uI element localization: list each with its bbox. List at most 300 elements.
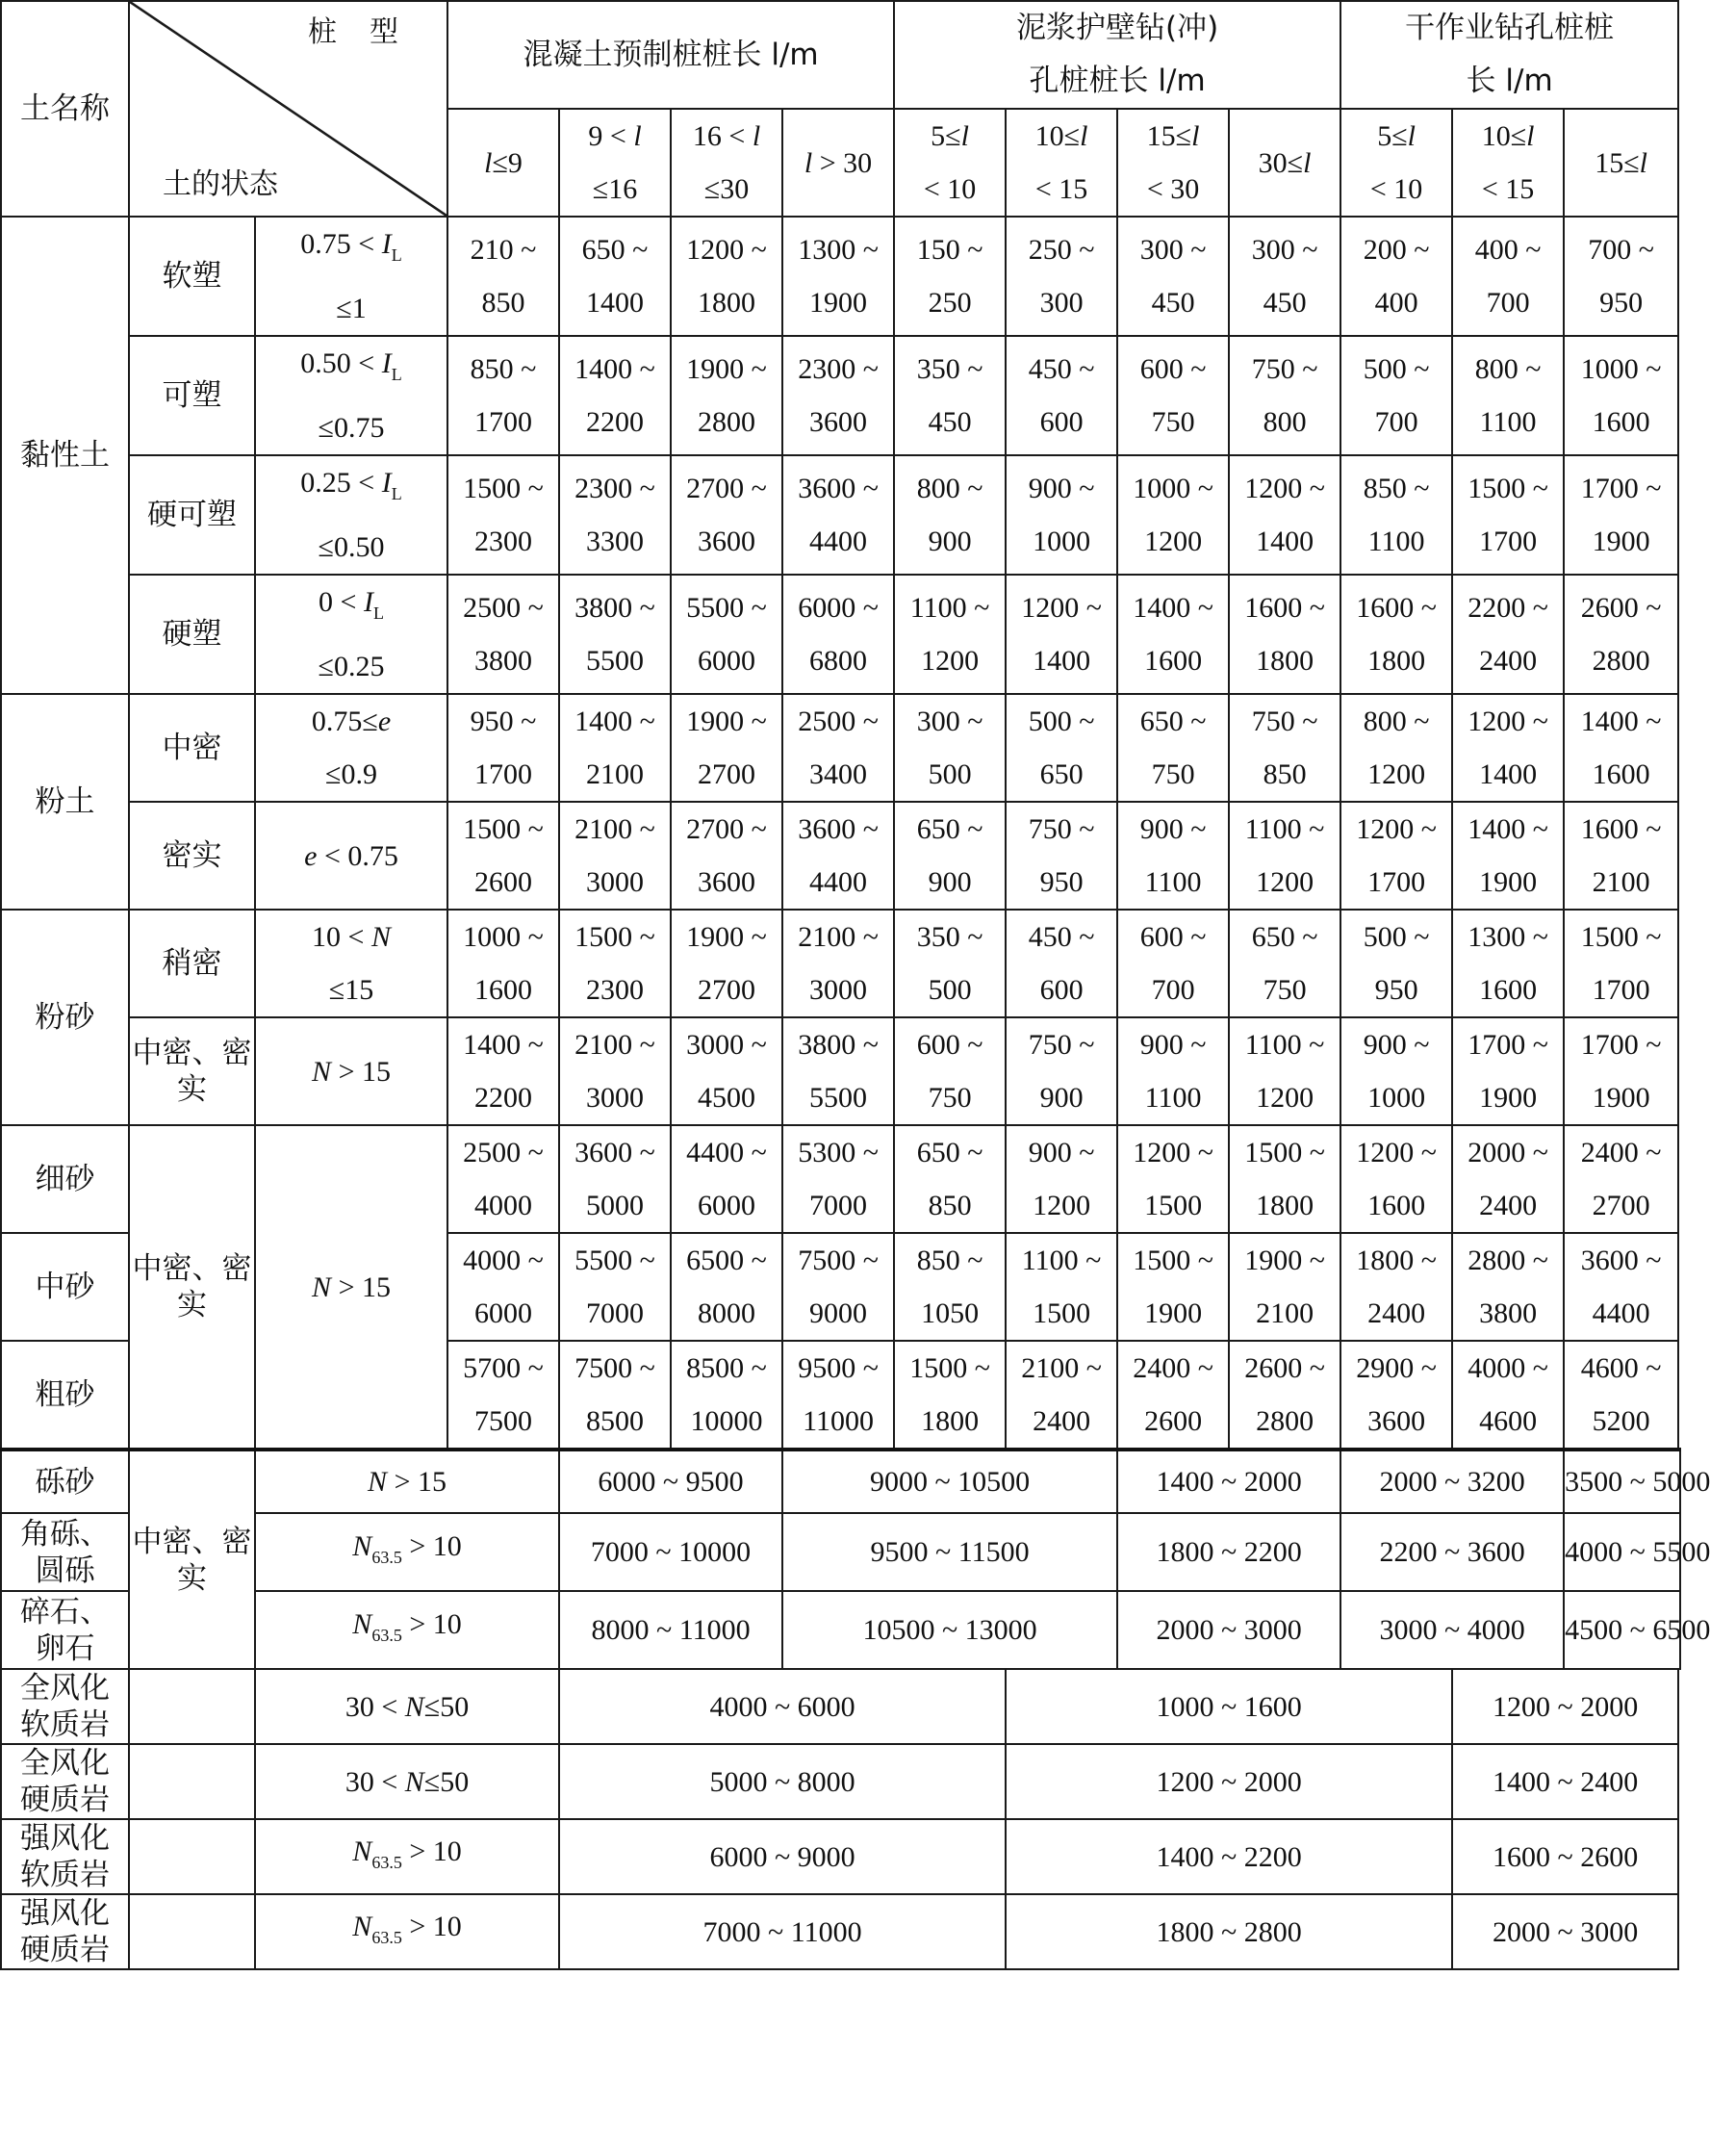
condition-text: $N_{63.5} > 10$	[352, 1910, 462, 1947]
value-line: 900 ~	[1028, 473, 1095, 504]
soil-name-line: 强风化	[20, 1896, 110, 1931]
subheader-line: < 10	[923, 173, 977, 205]
soil-name-cell	[1, 1591, 129, 1669]
value-line: 900 ~	[1139, 813, 1207, 845]
resistance-value-cell	[894, 1017, 1006, 1125]
value-line: 1500 ~	[574, 921, 655, 953]
resistance-value-cell	[1452, 1125, 1564, 1233]
text-line: 混凝土预制桩桩长 l/m	[523, 37, 819, 72]
resistance-value-cell: 2000 ~ 3000	[1452, 1894, 1678, 1969]
value-line: 1400	[586, 287, 645, 319]
soil-name-line: 软质岩	[20, 1707, 110, 1742]
resistance-value-cell: 5000 ~ 8000	[559, 1744, 1006, 1819]
value-line: 5500 ~	[686, 592, 767, 624]
resistance-value-cell	[1452, 575, 1564, 694]
value-line: 650	[1039, 758, 1084, 790]
value-line: 1600	[474, 974, 533, 1006]
resistance-value-cell	[447, 217, 559, 336]
value-line: 1800	[1367, 645, 1426, 677]
soil-state-cell	[129, 1744, 255, 1819]
resistance-value-cell	[1006, 1125, 1117, 1233]
resistance-value-cell	[559, 1017, 671, 1125]
resistance-value-cell	[559, 1125, 671, 1233]
resistance-value-cell	[1340, 336, 1452, 455]
value-line: 1050	[921, 1297, 980, 1329]
value-line: 5500	[809, 1082, 868, 1114]
value-line: 4400 ~	[686, 1137, 767, 1168]
value-line: 1200	[921, 645, 980, 677]
value-line: 2100 ~	[1021, 1352, 1102, 1384]
resistance-value-cell	[1340, 455, 1452, 575]
resistance-value-cell	[559, 694, 671, 802]
resistance-value-cell: 9000 ~ 10500	[782, 1450, 1117, 1513]
value-line: 2300	[586, 974, 645, 1006]
resistance-value-cell	[782, 910, 894, 1017]
soil-name-cell	[1, 1450, 129, 1513]
value-line: 3600 ~	[574, 1137, 655, 1168]
subheader-line: ≤16	[592, 173, 638, 205]
value-line: 700	[1486, 287, 1530, 319]
value-line: 1400 ~	[463, 1029, 544, 1061]
condition-cell	[255, 910, 447, 1017]
soil-name-cell	[1, 1894, 129, 1969]
resistance-value-cell	[1452, 217, 1564, 336]
resistance-value-cell: 2000 ~ 3000	[1117, 1591, 1340, 1669]
resistance-value-cell	[1340, 1341, 1452, 1450]
value-line: 1700	[1367, 866, 1426, 898]
value-line: 1000	[1033, 526, 1091, 557]
resistance-value-cell	[447, 1233, 559, 1341]
resistance-value-cell	[1564, 217, 1678, 336]
resistance-value-cell: 1800 ~ 2800	[1006, 1894, 1452, 1969]
pile-type-label: 桩型	[308, 15, 432, 49]
resistance-value-cell	[1340, 1125, 1452, 1233]
value-line: 600 ~	[1139, 921, 1207, 953]
value-line: 800 ~	[1474, 353, 1542, 385]
resistance-value-cell	[1229, 1233, 1340, 1341]
value-line: 500	[928, 974, 972, 1006]
value-line: 850	[1263, 758, 1307, 790]
value-line: 210 ~	[470, 234, 537, 266]
value-line: 3800 ~	[798, 1029, 879, 1061]
resistance-value-cell	[1340, 1017, 1452, 1125]
value-line: 600 ~	[916, 1029, 983, 1061]
value-line: 1600	[1592, 406, 1650, 438]
value-line: 1200	[1033, 1190, 1091, 1221]
value-line: 1000	[1367, 1082, 1426, 1114]
subheader-line: < 15	[1034, 173, 1088, 205]
resistance-value-cell: 1400 ~ 2200	[1006, 1819, 1452, 1894]
value-line: 1900 ~	[686, 706, 767, 737]
resistance-value-cell	[894, 802, 1006, 910]
value-line: 2100	[1256, 1297, 1314, 1329]
soil-state-cell: 中密、密实	[129, 1125, 255, 1450]
resistance-value-cell	[1340, 694, 1452, 802]
resistance-value-cell	[1006, 694, 1117, 802]
value-line: 200 ~	[1363, 234, 1430, 266]
value-line: 1500 ~	[909, 1352, 990, 1384]
soil-name-cell: 粉土	[1, 694, 129, 910]
resistance-value-cell	[1452, 802, 1564, 910]
resistance-value-cell	[447, 455, 559, 575]
pile-length-subheader	[1117, 109, 1229, 217]
value-line: 1200 ~	[1244, 473, 1325, 504]
value-line: 1400	[1033, 645, 1091, 677]
condition-line: $0.75 < I_L$	[300, 228, 402, 265]
value-line: 7000	[809, 1190, 868, 1221]
soil-name-cell: 中砂	[1, 1233, 129, 1341]
resistance-value-cell	[671, 217, 782, 336]
resistance-value-cell	[1229, 336, 1340, 455]
value-line: 1700	[1479, 526, 1538, 557]
resistance-value-cell	[1117, 802, 1229, 910]
resistance-value-cell	[782, 1017, 894, 1125]
soil-name-cell: 粉砂	[1, 910, 129, 1125]
resistance-value-cell	[1564, 1341, 1678, 1450]
soil-state-cell: 中密、密实	[129, 1017, 255, 1125]
resistance-value-cell	[559, 575, 671, 694]
resistance-value-cell	[671, 694, 782, 802]
resistance-value-cell	[447, 694, 559, 802]
value-line: 1400 ~	[1580, 706, 1662, 737]
subheader-line: 15≤l	[1595, 146, 1647, 179]
resistance-value-cell: 4000 ~ 5500	[1564, 1513, 1680, 1591]
resistance-value-cell	[894, 1125, 1006, 1233]
value-line: 600	[1039, 406, 1084, 438]
resistance-value-cell: 8000 ~ 11000	[559, 1591, 782, 1669]
resistance-value-cell	[1229, 455, 1340, 575]
value-line: 4500	[698, 1082, 756, 1114]
value-line: 1200 ~	[1356, 1137, 1437, 1168]
resistance-value-cell	[1006, 336, 1117, 455]
value-line: 650 ~	[1251, 921, 1318, 953]
subheader-line: < 15	[1481, 173, 1535, 205]
subheader-line: < 30	[1146, 173, 1200, 205]
table-row	[1, 1894, 1680, 1969]
resistance-value-cell	[559, 1341, 671, 1450]
condition-cell	[255, 1513, 559, 1591]
value-line: 2300 ~	[798, 353, 879, 385]
condition-cell	[255, 694, 447, 802]
value-line: 300 ~	[916, 706, 983, 737]
value-line: 1200 ~	[1133, 1137, 1213, 1168]
resistance-value-cell	[782, 802, 894, 910]
value-line: 850	[481, 287, 525, 319]
value-line: 2600 ~	[1244, 1352, 1325, 1384]
value-line: 8500	[586, 1405, 645, 1437]
condition-line: $0.50 < I_L$	[300, 347, 402, 384]
value-line: 500 ~	[1028, 706, 1095, 737]
table-row	[1, 802, 1680, 910]
resistance-value-cell	[559, 217, 671, 336]
table-row	[1, 336, 1680, 455]
resistance-value-cell	[447, 802, 559, 910]
soil-name-cell: 细砂	[1, 1125, 129, 1233]
pile-length-subheader	[894, 109, 1006, 217]
resistance-value-cell	[1006, 217, 1117, 336]
table-row	[1, 694, 1680, 802]
resistance-value-cell	[559, 455, 671, 575]
value-line: 2100 ~	[574, 813, 655, 845]
resistance-value-cell	[1006, 455, 1117, 575]
soil-state-cell: 中密、密实	[129, 1450, 255, 1669]
resistance-value-cell	[1452, 694, 1564, 802]
value-line: 750	[928, 1082, 972, 1114]
value-line: 800 ~	[1363, 706, 1430, 737]
value-line: 850 ~	[1363, 473, 1430, 504]
soil-name-line: 卵石	[35, 1630, 95, 1666]
value-line: 2300	[474, 526, 533, 557]
table-row	[1, 217, 1680, 336]
soil-state-cell: 密实	[129, 802, 255, 910]
value-line: 950	[1599, 287, 1644, 319]
value-line: 350 ~	[916, 353, 983, 385]
value-line: 850	[928, 1190, 972, 1221]
value-line: 2500 ~	[463, 1137, 544, 1168]
resistance-value-cell	[559, 802, 671, 910]
value-line: 2100 ~	[574, 1029, 655, 1061]
value-line: 3000	[586, 1082, 645, 1114]
value-line: 2800	[698, 406, 756, 438]
value-line: 150 ~	[916, 234, 983, 266]
soil-name-cell	[1, 1513, 129, 1591]
text-line: 干作业钻孔桩桩	[1405, 11, 1615, 45]
resistance-value-cell	[1340, 217, 1452, 336]
value-line: 1900	[1479, 1082, 1538, 1114]
value-line: 1600 ~	[1244, 592, 1325, 624]
condition-text: $N_{63.5} > 10$	[352, 1608, 462, 1645]
value-line: 1100 ~	[909, 592, 990, 624]
value-line: 2700	[698, 974, 756, 1006]
soil-name-line: 全风化	[20, 1671, 110, 1706]
value-line: 2100	[586, 758, 645, 790]
pile-length-subheader	[671, 109, 782, 217]
value-line: 950	[1039, 866, 1084, 898]
subheader-line: ≤30	[703, 173, 750, 205]
value-line: 1600	[1144, 645, 1203, 677]
condition-cell	[255, 336, 447, 455]
condition-cell	[255, 1125, 447, 1450]
soil-name-header: 土名称	[1, 1, 129, 217]
value-line: 850 ~	[916, 1245, 983, 1276]
resistance-value-cell	[1564, 455, 1678, 575]
resistance-value-cell	[1117, 1233, 1229, 1341]
value-line: 1100	[1367, 526, 1425, 557]
value-line: 3600	[698, 866, 756, 898]
soil-name-line: 硬质岩	[20, 1783, 110, 1817]
soil-name-cell: 粗砂	[1, 1341, 129, 1450]
resistance-value-cell	[1117, 575, 1229, 694]
resistance-value-cell	[1340, 575, 1452, 694]
value-line: 5700 ~	[463, 1352, 544, 1384]
soil-name-line: 硬质岩	[20, 1933, 110, 1967]
condition-cell	[255, 802, 447, 910]
value-line: 500 ~	[1363, 921, 1430, 953]
pile-length-subheader	[1006, 109, 1117, 217]
soil-name-line: 软质岩	[20, 1858, 110, 1892]
condition-line: ≤1	[336, 293, 367, 324]
resistance-value-cell	[1229, 802, 1340, 910]
value-line: 4600 ~	[1580, 1352, 1662, 1384]
value-line: 1500 ~	[1580, 921, 1662, 953]
value-line: 6000	[698, 1190, 756, 1221]
resistance-value-cell	[1229, 575, 1340, 694]
resistance-value-cell: 1800 ~ 2200	[1117, 1513, 1340, 1591]
value-line: 5500	[586, 645, 645, 677]
condition-text: N > 15	[368, 1466, 447, 1498]
value-line: 6500 ~	[686, 1245, 767, 1276]
soil-state-cell	[129, 1894, 255, 1969]
value-line: 1200	[1256, 866, 1314, 898]
value-line: 1400 ~	[574, 353, 655, 385]
value-line: 2400	[1479, 645, 1538, 677]
value-line: 1100	[1144, 1082, 1202, 1114]
subheader-line: < 10	[1369, 173, 1423, 205]
resistance-value-cell	[894, 336, 1006, 455]
resistance-value-cell	[894, 1233, 1006, 1341]
table-row	[1, 1125, 1680, 1233]
value-line: 7500	[474, 1405, 533, 1437]
resistance-value-cell	[1006, 1233, 1117, 1341]
value-line: 3600	[698, 526, 756, 557]
value-line: 2800 ~	[1468, 1245, 1548, 1276]
resistance-value-cell	[671, 1125, 782, 1233]
resistance-value-cell	[1564, 575, 1678, 694]
resistance-value-cell	[447, 575, 559, 694]
diagonal-header-cell	[129, 1, 447, 217]
soil-state-cell: 硬可塑	[129, 455, 255, 575]
resistance-value-cell	[1006, 575, 1117, 694]
value-line: 1900 ~	[686, 353, 767, 385]
value-line: 1100	[1144, 866, 1202, 898]
value-line: 4600	[1479, 1405, 1538, 1437]
value-line: 1900	[809, 287, 868, 319]
condition-text: 30 < N≤50	[345, 1765, 470, 1798]
value-line: 5000	[586, 1190, 645, 1221]
value-line: 4000 ~	[1468, 1352, 1548, 1384]
condition-line: 0.75≤e	[311, 706, 392, 737]
value-line: 1700 ~	[1580, 1029, 1662, 1061]
value-line: 1000 ~	[1580, 353, 1662, 385]
pile-length-subheader	[559, 109, 671, 217]
resistance-value-cell: 6000 ~ 9000	[559, 1819, 1006, 1894]
value-line: 650 ~	[916, 813, 983, 845]
value-line: 1300 ~	[798, 234, 879, 266]
value-line: 3300	[586, 526, 645, 557]
value-line: 3600	[809, 406, 868, 438]
soil-name-line: 圆砾	[35, 1553, 95, 1588]
value-line: 1800 ~	[1356, 1245, 1437, 1276]
condition-text: $N_{63.5} > 10$	[352, 1835, 462, 1872]
value-line: 300 ~	[1139, 234, 1207, 266]
value-line: 1700	[474, 758, 533, 790]
value-line: 5300 ~	[798, 1137, 879, 1168]
value-line: 750	[1151, 758, 1195, 790]
value-line: 7500 ~	[798, 1245, 879, 1276]
soil-name-line: 全风化	[20, 1746, 110, 1781]
condition-text: 30 < N≤50	[345, 1690, 470, 1723]
value-line: 1500 ~	[463, 473, 544, 504]
soil-state-label: 土的状态	[163, 167, 278, 201]
value-line: 2600	[474, 866, 533, 898]
subheader-line: 16 < l	[692, 120, 761, 152]
value-line: 1700	[474, 406, 533, 438]
value-line: 2700 ~	[686, 473, 767, 504]
value-line: 400 ~	[1474, 234, 1542, 266]
value-line: 3600	[1367, 1405, 1426, 1437]
value-line: 450 ~	[1028, 353, 1095, 385]
value-line: 300	[1039, 287, 1084, 319]
condition-line: $0.25 < I_L$	[300, 467, 402, 503]
resistance-value-cell	[1564, 1017, 1678, 1125]
resistance-value-cell: 1200 ~ 2000	[1452, 1669, 1678, 1744]
resistance-value-cell	[1006, 1017, 1117, 1125]
subheader-line: 9 < l	[588, 120, 642, 152]
value-line: 1500	[1144, 1190, 1203, 1221]
value-line: 1100 ~	[1244, 813, 1325, 845]
value-line: 900	[928, 526, 972, 557]
pile-group-header	[1340, 1, 1678, 109]
text-line: 孔桩桩长 l/m	[1029, 64, 1206, 98]
resistance-value-cell: 2000 ~ 3200	[1340, 1450, 1564, 1513]
table-row	[1, 1819, 1680, 1894]
value-line: 950 ~	[470, 706, 537, 737]
value-line: 2000 ~	[1468, 1137, 1548, 1168]
value-line: 850 ~	[470, 353, 537, 385]
condition-line: ≤0.75	[318, 412, 385, 444]
resistance-value-cell: 6000 ~ 9500	[559, 1450, 782, 1513]
value-line: 450	[928, 406, 972, 438]
value-line: 6000	[698, 645, 756, 677]
value-line: 700	[1151, 974, 1195, 1006]
value-line: 2100 ~	[798, 921, 879, 953]
resistance-value-cell	[1340, 1233, 1452, 1341]
value-line: 1900	[1479, 866, 1538, 898]
resistance-value-cell	[447, 1125, 559, 1233]
resistance-value-cell	[1117, 455, 1229, 575]
value-line: 2600 ~	[1580, 592, 1662, 624]
table-row	[1, 1450, 1680, 1513]
value-line: 1200	[1256, 1082, 1314, 1114]
resistance-value-cell	[1117, 694, 1229, 802]
value-line: 1500	[1033, 1297, 1091, 1329]
soil-name-cell	[1, 1744, 129, 1819]
value-line: 2300 ~	[574, 473, 655, 504]
value-line: 450	[1263, 287, 1307, 319]
value-line: 1800	[1256, 645, 1314, 677]
resistance-value-cell	[1564, 802, 1678, 910]
resistance-value-cell	[894, 217, 1006, 336]
value-line: 2700	[698, 758, 756, 790]
value-line: 4400	[809, 866, 868, 898]
condition-line: ≤0.9	[325, 758, 377, 790]
value-line: 1100	[1479, 406, 1537, 438]
table-row	[1, 1669, 1680, 1744]
value-line: 3600 ~	[798, 813, 879, 845]
table-row	[1, 1017, 1680, 1125]
condition-cell	[255, 217, 447, 336]
subheader-line: l > 30	[804, 146, 873, 179]
value-line: 1400	[1479, 758, 1538, 790]
value-line: 1800	[921, 1405, 980, 1437]
value-line: 1600 ~	[1580, 813, 1662, 845]
resistance-value-cell	[782, 575, 894, 694]
value-line: 3000	[809, 974, 868, 1006]
resistance-value-cell	[1229, 1017, 1340, 1125]
value-line: 7500 ~	[574, 1352, 655, 1384]
soil-name-cell	[1, 1669, 129, 1744]
condition-line: N > 15	[312, 1055, 391, 1088]
